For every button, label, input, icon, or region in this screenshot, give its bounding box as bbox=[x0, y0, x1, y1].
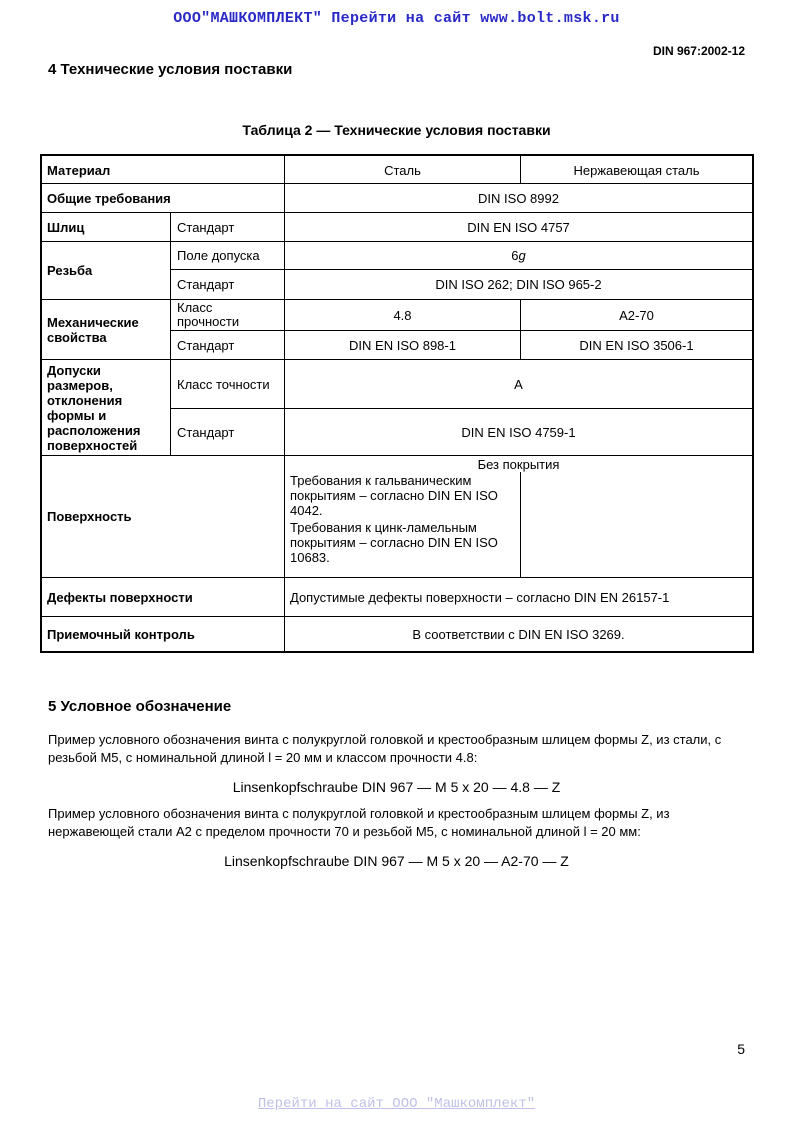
tolerances-standard-label: Стандарт bbox=[177, 424, 235, 440]
acceptance-value: В соответствии с DIN EN ISO 3269. bbox=[412, 626, 625, 642]
slot-label: Шлиц bbox=[47, 219, 85, 235]
tolerances-label: Допуски размеров, отклонения формы и расположения поверхностей bbox=[47, 362, 141, 453]
tolerance-letter: g bbox=[518, 248, 526, 263]
designation-formula-2: Linsenkopfschraube DIN 967 — M 5 x 20 — A2-70 — Z bbox=[224, 853, 569, 869]
bottom-site-link[interactable]: Перейти на сайт ООО "Машкомплект" bbox=[257, 1096, 536, 1112]
general-label: Общие требования bbox=[47, 190, 171, 206]
mechanical-standard-stainless: DIN EN ISO 3506-1 bbox=[579, 337, 694, 353]
stainless-header: Нержавеющая сталь bbox=[573, 162, 700, 178]
surface-galvanic: Требования к гальваническим покрытиям – согласно DIN EN ISO 4042. bbox=[290, 473, 498, 518]
document-code: DIN 967:2002-12 bbox=[652, 44, 745, 58]
surface-zinc: Требования к цинк-ламельным покрытиям – согласно DIN EN ISO 10683. bbox=[290, 520, 498, 565]
tolerance-field-label: Поле допуска bbox=[177, 248, 260, 263]
acceptance-label: Приемочный контроль bbox=[47, 626, 195, 642]
accuracy-class-value: A bbox=[514, 376, 523, 392]
thread-standard-label: Стандарт bbox=[177, 277, 235, 292]
example-2-text: Пример условного обозначения винта с полукруглой головкой и крестообразным шлицем формы Z, из нержавеющей стали A2 с пределом прочности 70 и резьбой M5, с номинальной длиной l = 20 мм: bbox=[48, 806, 670, 839]
tolerance-field-value bbox=[285, 242, 752, 269]
table-caption: Таблица 2 — Технические условия поставки bbox=[242, 122, 551, 138]
surface-no-coating: Без покрытия bbox=[477, 457, 560, 472]
defects-label: Дефекты поверхности bbox=[47, 589, 193, 605]
designation-formula-1: Linsenkopfschraube DIN 967 — M 5 x 20 — 4.8 — Z bbox=[232, 779, 561, 795]
delivery-conditions-table bbox=[40, 154, 754, 653]
tolerances-standard-value: DIN EN ISO 4759-1 bbox=[461, 424, 576, 440]
strength-class-label: Класс прочности bbox=[177, 300, 240, 329]
general-value: DIN ISO 8992 bbox=[478, 190, 559, 206]
mechanical-label: Механические свойства bbox=[47, 314, 139, 345]
page-number: 5 bbox=[737, 1041, 745, 1057]
tolerance-number: 6 bbox=[511, 248, 519, 263]
top-banner-link[interactable]: ООО"МАШКОМПЛЕКТ" Перейти на сайт www.bolt.msk.ru bbox=[173, 10, 620, 27]
strength-stainless: A2-70 bbox=[619, 307, 654, 323]
mechanical-standard-label: Стандарт bbox=[177, 337, 235, 353]
strength-steel: 4.8 bbox=[393, 307, 412, 323]
example-1-text: Пример условного обозначения винта с полукруглой головкой и крестообразным шлицем формы Z, из стали, с резьбой M5, с номинальной длиной l = 20 мм и классом прочности 4.8: bbox=[48, 732, 722, 765]
mechanical-standard-steel: DIN EN ISO 898-1 bbox=[349, 337, 456, 353]
section-4-title: 4 Технические условия поставки bbox=[48, 61, 293, 78]
slot-value: DIN EN ISO 4757 bbox=[467, 219, 570, 235]
thread-standard-value: DIN ISO 262; DIN ISO 965-2 bbox=[435, 277, 602, 292]
steel-header: Сталь bbox=[384, 162, 421, 178]
defects-value: Допустимые дефекты поверхности – согласно DIN EN 26157-1 bbox=[290, 589, 670, 605]
thread-label: Резьба bbox=[47, 263, 93, 278]
accuracy-class-label: Класс точности bbox=[177, 376, 270, 392]
slot-standard-label: Стандарт bbox=[177, 219, 235, 235]
section-5-title: 5 Условное обозначение bbox=[48, 698, 232, 715]
material-label: Материал bbox=[47, 162, 111, 178]
surface-label: Поверхность bbox=[47, 509, 132, 524]
